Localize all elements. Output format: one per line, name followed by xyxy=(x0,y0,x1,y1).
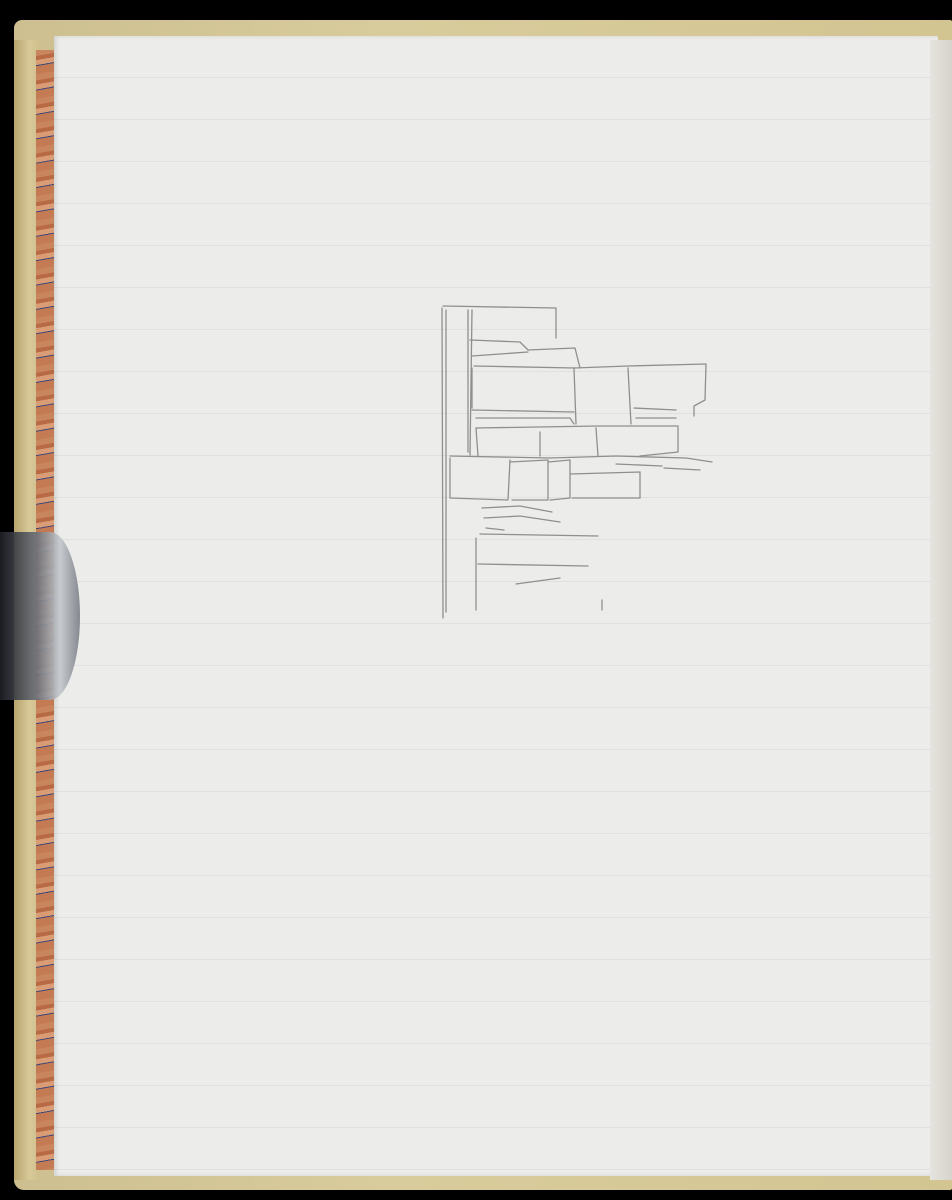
sketch-block xyxy=(450,458,510,500)
sketch-block xyxy=(470,340,580,368)
sketch-pillar xyxy=(442,308,472,618)
sketch-block xyxy=(476,426,678,456)
